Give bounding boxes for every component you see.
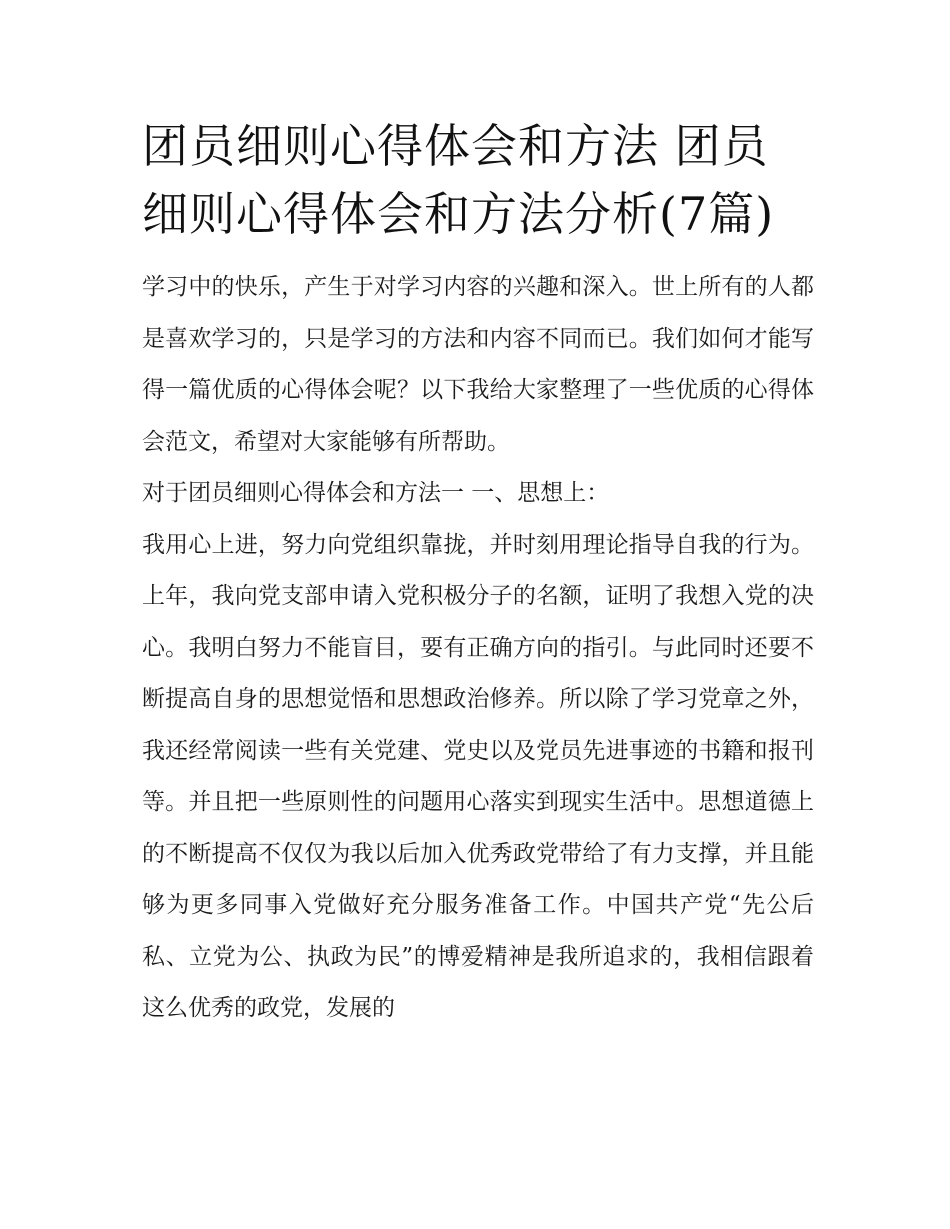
document-page	[142, 112, 814, 1035]
document-title: 团员细则心得体会和方法 团员细则心得体会和方法分析(7篇)	[142, 119, 775, 241]
document-body	[142, 262, 814, 1035]
paragraph-heading: 对于团员细则心得体会和方法一 一、思想上：	[142, 480, 610, 506]
paragraph-intro: 学习中的快乐，产生于对学习内容的兴趣和深入。世上所有的人都是喜欢学习的，只是学习的方法和内容不同而已。我们如何才能写得一篇优质的心得体会呢？以下我给大家整理了一些优质的心得体会范文，希望对大家能够有所帮助。	[142, 274, 814, 455]
paragraph-main: 我用心上进，努力向党组织靠拢，并时刻用理论指导自我的行为。上年，我向党支部申请入党积极分子的名额，证明了我想入党的决心。我明白努力不能盲目，要有正确方向的指引。与此同时还要不断提高自身的思想觉悟和思想政治修养。所以除了学习党章之外，我还经常阅读一些有关党建、党史以及党员先进事迹的书籍和报刊等。并且把一些原则性的问题用心落实到现实生活中。思想道德上的不断提高不仅仅为我以后加入优秀政党带给了有力支撑，并且能够为更多同事入党做好充分服务准备工作。中国共产党“先公后私、立党为公、执政为民”的博爱精神是我所追求的，我相信跟着这么优秀的政党，发展的	[142, 531, 814, 1021]
